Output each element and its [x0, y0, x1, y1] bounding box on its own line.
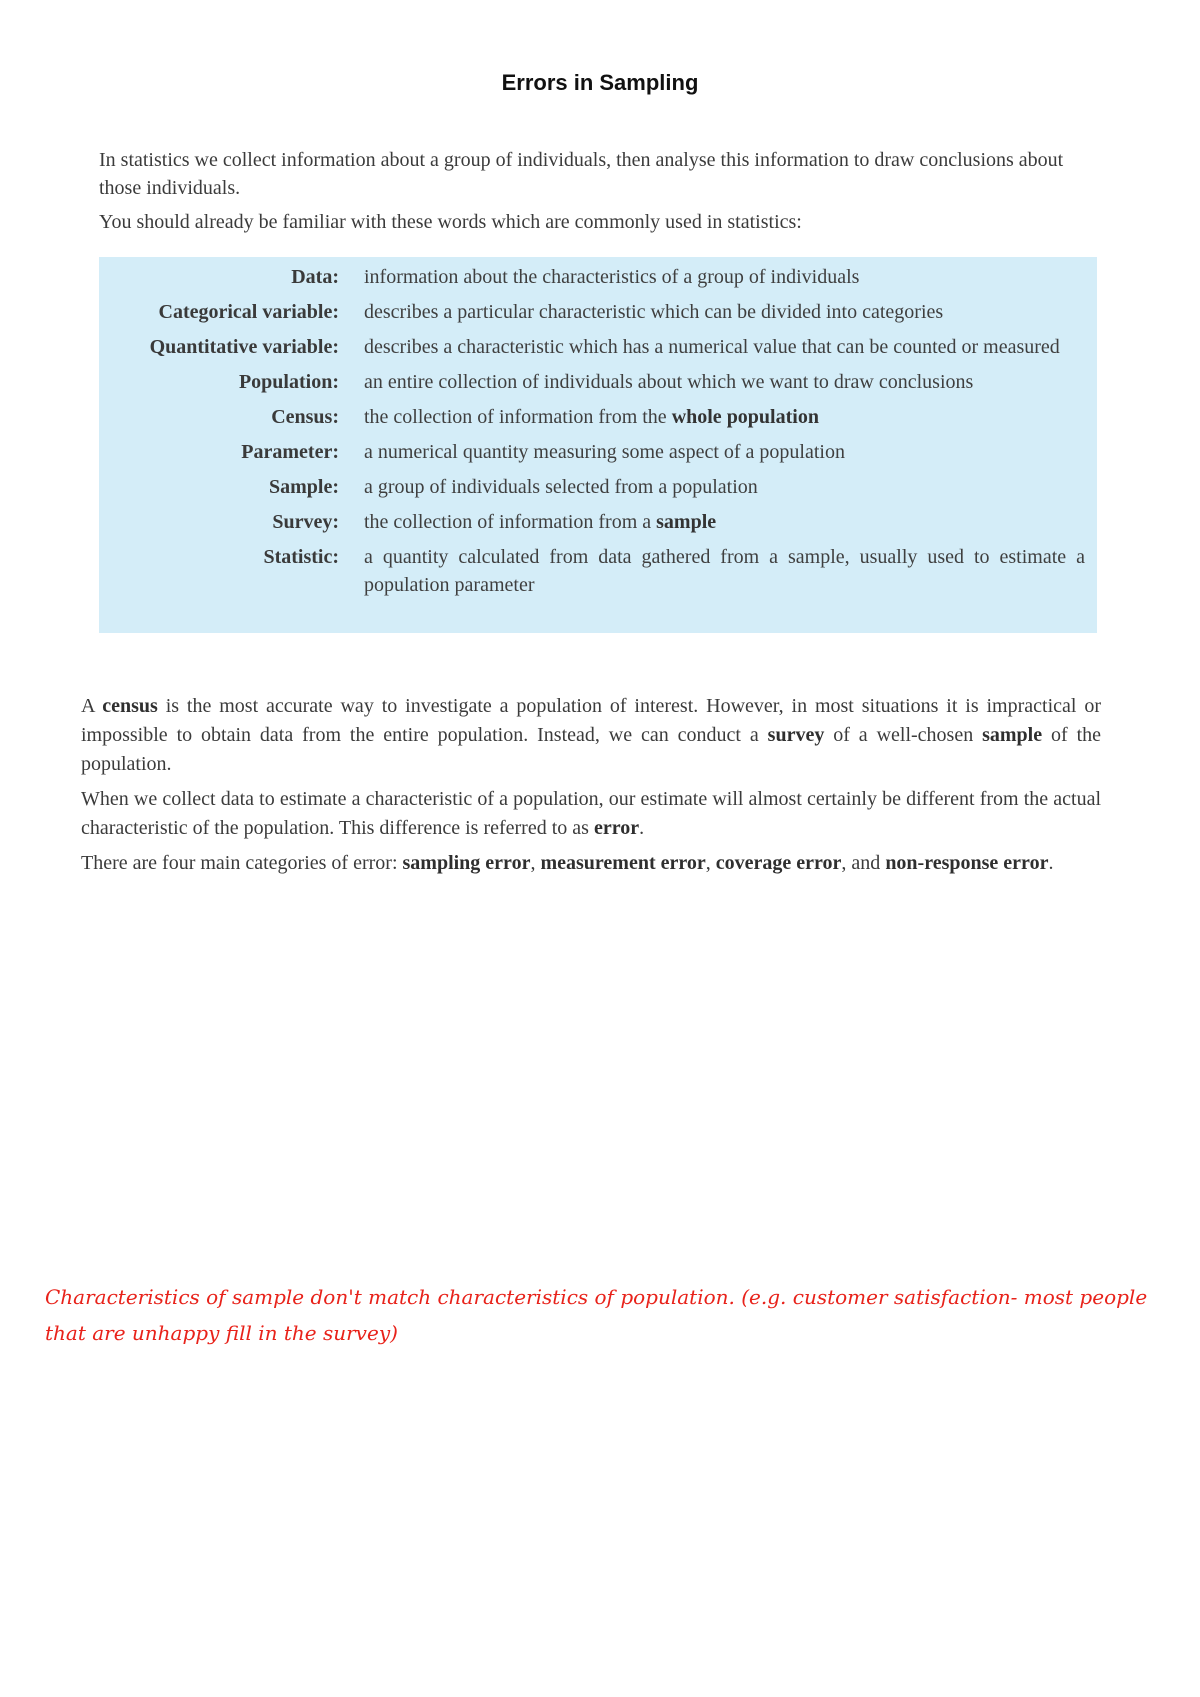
- error-categories-paragraph: [81, 849, 1101, 878]
- definition-text: a numerical quantity measuring some aspect of a population: [364, 441, 845, 463]
- bold-term-survey: survey: [767, 724, 825, 746]
- definition-text: the collection of information from a: [364, 511, 652, 533]
- definition-text: describes a characteristic which has a numerical value that can be counted or measured: [364, 336, 1060, 358]
- definition-bold-tail: sample: [656, 511, 717, 533]
- text-run: When we collect data to estimate a characteristic of a population, our estimate will almost certainly be different from the actual characteristic of the population. This difference is referred to as: [81, 788, 1101, 839]
- glossary-row-population: [99, 368, 1097, 396]
- glossary-row-statistic: [99, 543, 1097, 599]
- error-paragraph: [81, 785, 1101, 843]
- bold-term-measurement-error: measurement error: [540, 852, 706, 874]
- glossary-row-census: [99, 403, 1097, 431]
- definition-text: the collection of information from the: [364, 406, 667, 428]
- definition-text: a group of individuals selected from a population: [364, 476, 758, 498]
- text-run: .: [1048, 852, 1054, 874]
- text-run: of the population.: [81, 724, 1102, 775]
- bold-term-coverage-error: coverage error: [715, 852, 842, 874]
- glossary-row-quantitative-variable: [99, 333, 1097, 361]
- glossary-row-survey: [99, 508, 1097, 536]
- glossary-row-sample: [99, 473, 1097, 501]
- glossary-row-categorical-variable: [99, 298, 1097, 326]
- definition-text: describes a particular characteristic which can be divided into categories: [364, 301, 944, 323]
- glossary-definition: [364, 508, 1085, 536]
- handwritten-note: Characteristics of sample don't match characteristics of population. (e.g. customer satisfaction- most people that are unhappy fill in the survey): [45, 1285, 1148, 1345]
- definition-text: a quantity calculated from data gathered from a sample, usually used to estimate a population parameter: [364, 546, 1085, 596]
- definition-text: information about the characteristics of a group of individuals: [364, 266, 860, 288]
- text-run: ,: [530, 852, 541, 874]
- text-run: .: [639, 817, 645, 839]
- glossary-term: Statistic:: [263, 546, 339, 568]
- glossary-definition: [364, 438, 1085, 466]
- glossary-row-data: [99, 263, 1097, 291]
- glossary-term: Population:: [238, 371, 339, 393]
- bold-term-error: error: [593, 817, 640, 839]
- text-run: A: [81, 695, 103, 717]
- glossary-definition: [364, 473, 1085, 501]
- glossary-term: Survey:: [272, 511, 339, 533]
- glossary-definition: [364, 403, 1085, 431]
- intro-paragraph-2: You should already be familiar with these words which are commonly used in statistics:: [99, 211, 802, 233]
- definition-bold-tail: whole population: [671, 406, 819, 428]
- intro-paragraph-1: In statistics we collect information about a group of individuals, then analyse this information to draw conclusions about those individuals.: [99, 149, 1064, 199]
- bold-term-non-response-error: non-response error: [885, 852, 1049, 874]
- page-title: Errors in Sampling: [501, 70, 699, 95]
- body-section: [81, 692, 1101, 884]
- glossary-definition: [364, 333, 1085, 361]
- intro-section: [99, 146, 1101, 242]
- glossary-term: Categorical variable:: [158, 301, 339, 323]
- definition-text: an entire collection of individuals about which we want to draw conclusions: [364, 371, 974, 393]
- bold-term-sampling-error: sampling error: [402, 852, 531, 874]
- census-paragraph: [81, 692, 1101, 779]
- glossary-definition: [364, 298, 1085, 326]
- text-run: of a well-chosen: [824, 724, 983, 746]
- text-run: is the most accurate way to investigate a population of interest. However, in most situations it is impractical or impossible to obtain data from the entire population. Instead, we can conduct a: [81, 695, 1101, 746]
- glossary-term: Data:: [291, 266, 339, 288]
- glossary-box: [99, 257, 1097, 633]
- text-run: ,: [705, 852, 716, 874]
- glossary-term: Parameter:: [241, 441, 339, 463]
- glossary-term: Census:: [271, 406, 339, 428]
- glossary-definition: [364, 368, 1085, 396]
- glossary-term: Quantitative variable:: [149, 336, 339, 358]
- glossary-term: Sample:: [269, 476, 339, 498]
- glossary-definition: [364, 263, 1085, 291]
- bold-term-sample: sample: [982, 724, 1043, 746]
- text-run: There are four main categories of error:: [81, 852, 403, 874]
- glossary-row-parameter: [99, 438, 1097, 466]
- text-run: , and: [841, 852, 886, 874]
- bold-term-census: census: [102, 695, 158, 717]
- glossary-definition: [364, 543, 1085, 599]
